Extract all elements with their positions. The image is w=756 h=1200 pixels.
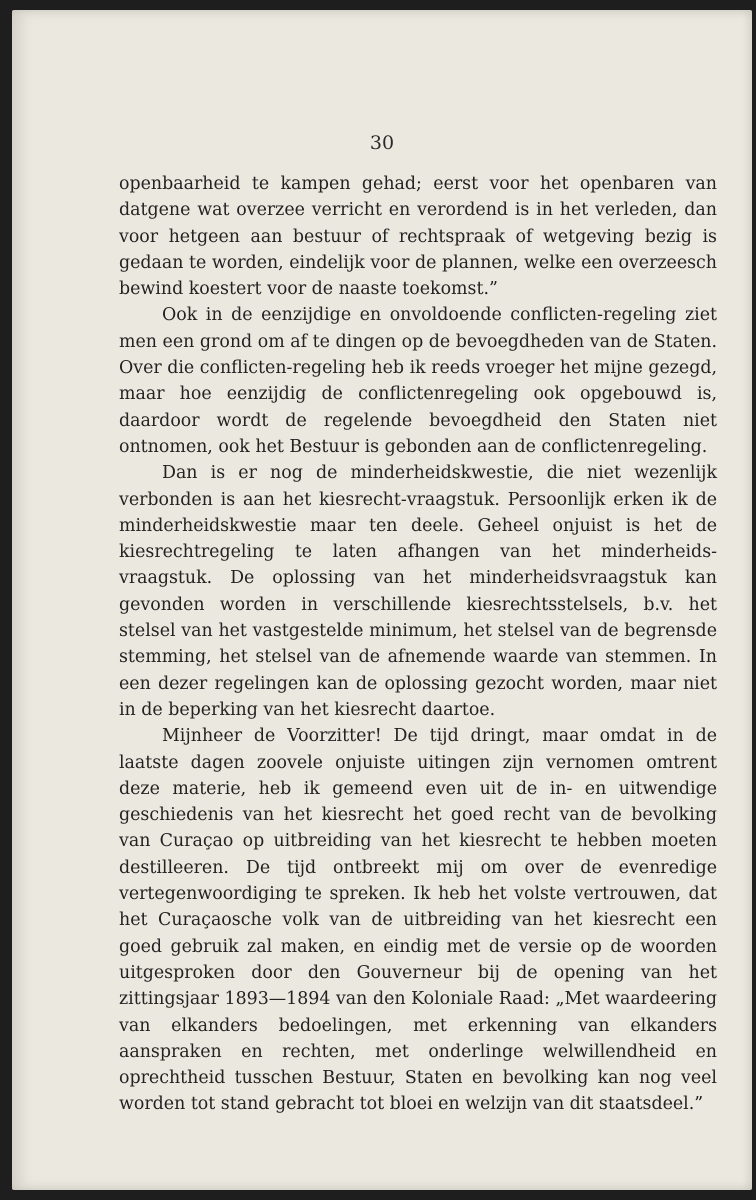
body-text bbox=[119, 171, 717, 1118]
paragraph: Mijnheer de Voorzitter! De tijd dringt, maar omdat in de laatste dagen zoovele onjuiste uitingen zijn vernomen omtrent deze materie, heb ik gemeend even uit de in- en uitwendige geschiedenis van het kiesrecht het goed recht van de bevolking van Curaçao op uitbreiding van het kiesrecht te hebben moeten destilleeren. De tijd ontbreekt mij om over de evenredige vertegenwoordiging te spreken. Ik heb het volste vertrouwen, dat het Curaçaosche volk van de uitbreiding van het kiesrecht een goed gebruik zal maken, en eindig met de versie op de woorden uitgesproken door den Gouverneur bij de opening van het zittingsjaar 1893—1894 van den Koloniale Raad: „Met waardeering van elkanders bedoelingen, met erkenning van elkanders aanspraken en rechten, met onderlinge welwillendheid en oprechtheid tusschen Bestuur, Staten en bevolking kan nog veel worden tot stand gebracht tot bloei en welzijn van dit staatsdeel.” bbox=[119, 726, 717, 1115]
paragraph: openbaarheid te kampen gehad; eerst voor het openbaren van datgene wat overzee verricht en verordend is in het verleden, dan voor hetgeen aan bestuur of rechtspraak of wetgeving bezig is gedaan te worden, eindelijk voor de plannen, welke een overzeesch bewind koestert voor de naaste toekomst.” bbox=[119, 174, 717, 300]
paragraph: Ook in de eenzijdige en onvoldoende conflicten-regeling ziet men een grond om af te dingen op de bevoegdheden van de Staten. Over die conflicten-regeling heb ik reeds vroeger het mijne gezegd, maar hoe eenzijdig de conflictenregeling ook opgebouwd is, daardoor wordt de regelende bevoegdheid den Staten niet ontnomen, ook het Bestuur is gebonden aan de conflictenregeling. bbox=[119, 305, 717, 457]
page-number: 30 bbox=[369, 132, 395, 154]
book-page bbox=[12, 10, 752, 1190]
paragraph: Dan is er nog de minderheidskwestie, die niet wezenlijk verbonden is aan het kiesrecht-vraagstuk. Persoonlijk erken ik de minderheidskwestie maar ten deele. Geheel onjuist is het de kiesrechtregeling te laten afhangen van het minderheids-vraagstuk. De oplossing van het minderheidsvraagstuk kan gevonden worden in verschillende kiesrechtsstelsels, b.v. het stelsel van het vastgestelde minimum, het stelsel van de begrensde stemming, het stelsel van de afnemende waarde van stemmen. In een dezer regelingen kan de oplossing gezocht worden, maar niet in de beperking van het kiesrecht daartoe. bbox=[119, 463, 717, 720]
